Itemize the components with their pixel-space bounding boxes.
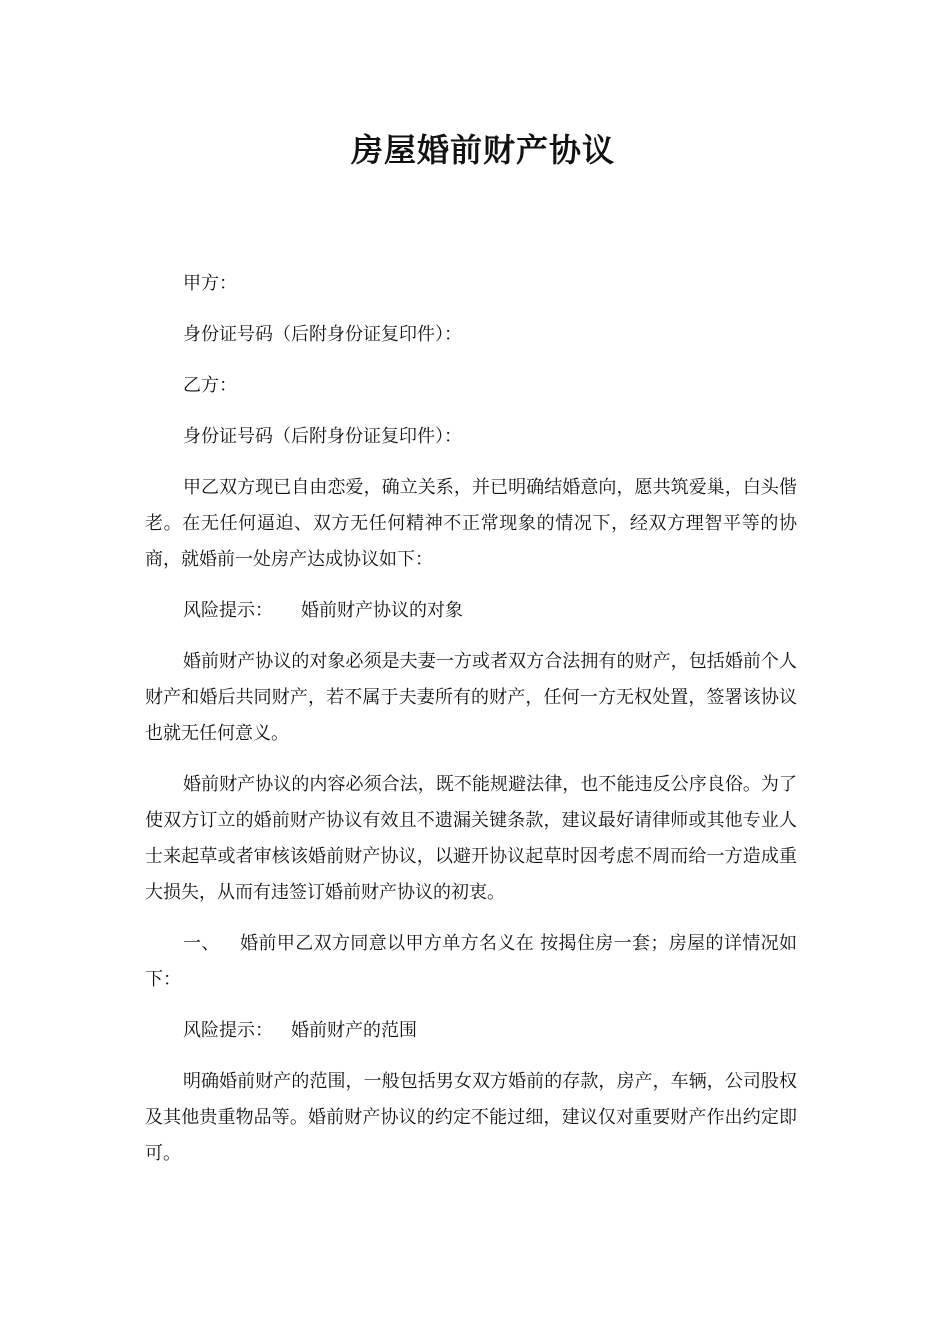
risk-object-paragraph-2: 婚前财产协议的内容必须合法，既不能规避法律，也不能违反公序良俗。为了使双方订立的婚前财产协议有效且不遗漏关键条款，建议最好请律师或其他专业人士来起草或者审核该婚前财产协议，以避开协议起草时因考虑不周而给一方造成重大损失，从而有违签订婚前财产协议的初衷。 xyxy=(145,774,797,903)
intro-paragraph: 甲乙双方现已自由恋爱，确立关系，并已明确结婚意向，愿共筑爱巢，白头偕老。在无任何逼迫、双方无任何精神不正常现象的情况下，经双方理智平等的协商，就婚前一处房产达成协议如下： xyxy=(145,477,797,570)
party-a-line: 甲方： xyxy=(183,273,237,294)
risk-object-paragraph-1: 婚前财产协议的对象必须是夫妻一方或者双方合法拥有的财产，包括婚前个人财产和婚后共同财产，若不属于夫妻所有的财产，任何一方无权处置，签署该协议也就无任何意义。 xyxy=(145,651,797,744)
party-b-id-line: 身份证号码（后附身份证复印件）： xyxy=(183,426,462,447)
party-b-line: 乙方： xyxy=(183,375,237,396)
document-body xyxy=(145,266,797,1187)
risk-tip-topic: 婚前财产协议的对象 xyxy=(301,600,463,621)
clause-one xyxy=(145,926,797,998)
risk-tip-object xyxy=(145,593,797,629)
risk-tip-label: 风险提示： xyxy=(183,600,273,621)
risk-tip-scope xyxy=(145,1013,797,1049)
risk-scope-paragraph-1: 明确婚前财产的范围，一般包括男女双方婚前的存款，房产，车辆，公司股权及其他贵重物品等。婚前财产协议的约定不能过细，建议仅对重要财产作出约定即可。 xyxy=(145,1071,797,1164)
risk-tip-label: 风险提示： xyxy=(183,1020,273,1041)
risk-tip-topic: 婚前财产的范围 xyxy=(291,1020,417,1041)
document-title: 房屋婚前财产协议 xyxy=(350,131,615,169)
clause-one-text: 婚前甲乙双方同意以甲方单方名义在 按揭住房一套；房屋的详情况如下： xyxy=(145,933,798,990)
party-a-id-line: 身份证号码（后附身份证复印件）： xyxy=(183,324,462,345)
clause-one-number: 一、 xyxy=(183,933,220,954)
